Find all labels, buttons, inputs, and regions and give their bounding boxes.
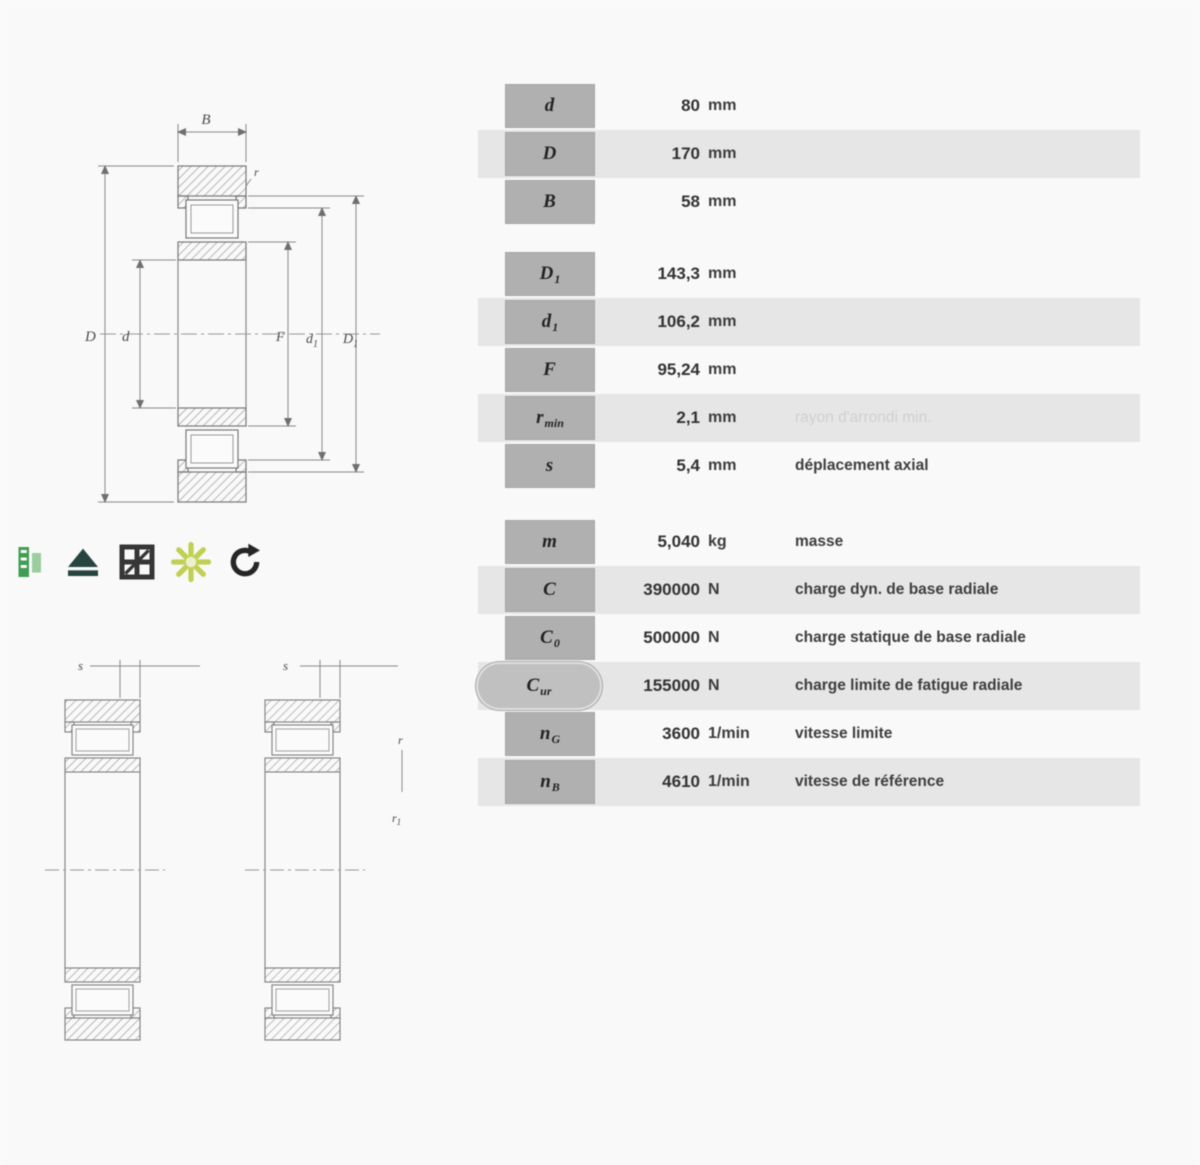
unit: mm	[708, 409, 737, 426]
table-section-performance	[478, 518, 1140, 806]
symbol: d	[541, 311, 552, 332]
table-row	[478, 346, 1140, 394]
unit: mm	[708, 97, 737, 114]
unit: mm	[708, 193, 737, 210]
symbol-subscript: G	[551, 731, 561, 746]
unit: mm	[708, 457, 737, 474]
symbol-subscript: B	[551, 779, 560, 794]
symbol-subscript: 0	[553, 635, 560, 650]
description: charge limite de fatigue radiale	[795, 677, 1023, 694]
table-row	[478, 566, 1140, 614]
value: 4610	[662, 772, 700, 791]
symbol: n	[539, 723, 551, 744]
description: charge dyn. de base radiale	[795, 581, 999, 598]
dim-label-s2: s	[283, 658, 289, 673]
symbol-subscript: 1	[552, 319, 559, 334]
mounting-drawings	[20, 620, 460, 1070]
value: 170	[671, 144, 700, 163]
symbol-cell-D1[interactable]	[505, 252, 595, 296]
unit: kg	[708, 533, 727, 550]
value: 143,3	[657, 264, 700, 283]
symbol-cell-d[interactable]	[505, 84, 595, 128]
value: 155000	[643, 676, 700, 695]
grid-icon[interactable]	[116, 538, 158, 586]
table-row	[478, 82, 1140, 130]
table-row	[478, 710, 1140, 758]
symbol-subscript: 1	[554, 271, 561, 286]
symbol: C	[540, 627, 553, 648]
symbol: B	[543, 191, 556, 212]
description: masse	[795, 533, 844, 550]
table-section-dimensions	[478, 82, 1140, 226]
table-row	[478, 250, 1140, 298]
rotate-icon[interactable]	[224, 538, 266, 586]
symbol: C	[526, 675, 540, 696]
symbol: d	[544, 95, 555, 116]
value: 58	[681, 192, 700, 211]
table-row	[478, 394, 1140, 442]
dim-label-r1-lower: $r_1$	[392, 811, 402, 827]
symbol-cell-F[interactable]	[505, 348, 595, 392]
bearing-section-top	[178, 166, 246, 260]
value: 3600	[662, 724, 700, 743]
symbol-cell-D[interactable]	[505, 132, 595, 176]
description: charge statique de base radiale	[795, 629, 1026, 646]
unit: 1/min	[708, 773, 750, 790]
measure-icon[interactable]	[8, 538, 50, 586]
symbol-cell-rmin[interactable]	[505, 396, 595, 440]
symbol: F	[543, 359, 556, 380]
symbol-cell-d1[interactable]	[505, 300, 595, 344]
symbol-cell-s[interactable]	[505, 444, 595, 488]
unit: mm	[708, 313, 737, 330]
description: rayon d'arrondi min.	[795, 409, 932, 426]
unit: mm	[708, 361, 737, 378]
symbol: n	[540, 771, 551, 792]
unit: mm	[708, 265, 737, 282]
table-row	[478, 614, 1140, 662]
description: vitesse limite	[795, 725, 893, 742]
dim-label-d: d	[122, 329, 130, 345]
value: 5,4	[676, 456, 700, 475]
value: 500000	[643, 628, 700, 647]
symbol-cell-m[interactable]	[505, 520, 595, 564]
value: 106,2	[657, 312, 700, 331]
symbol-subscript: ur	[540, 683, 552, 698]
unit: N	[708, 581, 720, 598]
description: déplacement axial	[795, 457, 929, 474]
main-bearing-drawing	[0, 60, 470, 530]
value: 95,24	[657, 360, 700, 379]
dim-label-d1: $d_1$	[306, 332, 318, 350]
symbol: C	[543, 579, 556, 600]
value: 2,1	[676, 408, 700, 427]
symbol: m	[542, 531, 557, 552]
symbol-cell-C[interactable]	[505, 568, 595, 612]
table-row	[478, 442, 1140, 490]
dim-label-r: r	[254, 165, 259, 179]
symbol-cell-B[interactable]	[505, 180, 595, 224]
dim-label-B: B	[201, 112, 211, 128]
dim-label-s1: s	[78, 658, 84, 673]
table-row	[478, 758, 1140, 806]
symbol-cell-nG[interactable]	[505, 712, 595, 756]
table-section-internal-dimensions	[478, 250, 1140, 490]
table-row	[478, 298, 1140, 346]
unit: N	[708, 629, 720, 646]
unit: N	[708, 677, 720, 694]
symbol: D	[542, 143, 557, 164]
dim-label-r-lower: r	[398, 733, 403, 747]
value: 5,040	[657, 532, 700, 551]
symbol-cell-nB[interactable]	[505, 760, 595, 804]
value: 390000	[643, 580, 700, 599]
symbol: D	[539, 263, 554, 284]
symbol: s	[545, 455, 554, 476]
table-row	[478, 518, 1140, 566]
description: vitesse de référence	[795, 773, 945, 790]
table-row	[478, 130, 1140, 178]
value: 80	[681, 96, 700, 115]
symbol-subscript: min	[544, 415, 564, 430]
bearing-section-bottom	[178, 408, 246, 502]
symbol-cell-Cur[interactable]	[478, 664, 600, 708]
unit: 1/min	[708, 725, 750, 742]
tool-icon-strip	[8, 538, 266, 586]
table-row	[478, 178, 1140, 226]
burst-icon[interactable]	[170, 538, 212, 586]
table-row-highlighted	[478, 662, 1140, 710]
unit: mm	[708, 145, 737, 162]
symbol-cell-C0[interactable]	[505, 616, 595, 660]
dim-label-D1: $D_1$	[343, 332, 359, 350]
symbol: r	[536, 407, 544, 428]
cad-triangle-icon[interactable]	[62, 538, 104, 586]
dim-label-F: F	[276, 330, 285, 345]
dim-label-D: D	[85, 329, 96, 345]
